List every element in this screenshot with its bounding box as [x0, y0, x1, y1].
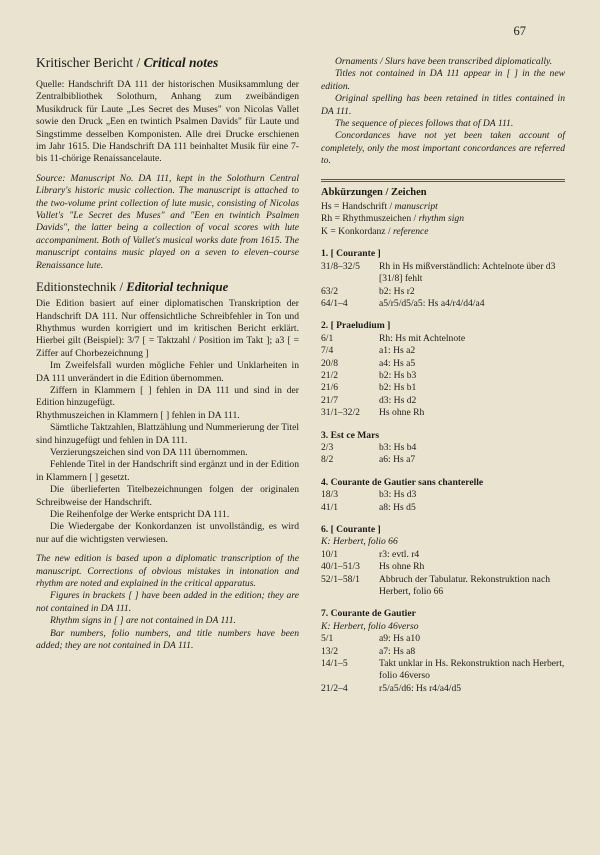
editorial-paragraph-en: Rhythm signs in [ ] are not contained in DA 111.: [50, 615, 236, 627]
note-location: 20/8: [321, 357, 339, 369]
notes-table: [321, 549, 565, 599]
section-title: 2. [ Praeludium ]: [321, 320, 391, 332]
note-text: b3: Hs d3: [379, 489, 417, 501]
note-text: b2: Hs b3: [379, 369, 417, 381]
note-text: a4: Hs a5: [379, 357, 416, 369]
notes-table: [321, 489, 565, 514]
editorial-paragraph: Fehlende Titel in der Handschrift sind ergänzt und in der Edition in Klammern [ ] gesetzt.: [36, 459, 299, 483]
editorial-paragraph-en: The new edition is based upon a diplomatic transcription of the manuscript. Corrections of obvious mistakes in intonation and rhythm are noted and explained in the critical apparatus.: [36, 553, 299, 590]
critical-notes-heading: Kritischer Bericht / Critical notes: [36, 55, 219, 70]
note-text: b3: Hs b4: [379, 441, 417, 453]
notes-section: [321, 524, 565, 598]
note-location: 41/1: [321, 501, 339, 513]
note-text: Hs ohne Rh: [379, 561, 425, 573]
table-row: [321, 261, 565, 286]
notes-section: [321, 248, 565, 310]
note-location: 10/1: [321, 548, 339, 560]
note-location: 13/2: [321, 645, 339, 657]
table-row: [321, 683, 565, 695]
note-text: a8: Hs d5: [379, 501, 416, 513]
section-title: 3. Est ce Mars: [321, 429, 380, 441]
note-text: Rh in Hs mißverständlich: Achtelnote über d3 [31/8] fehlt: [379, 260, 556, 285]
editorial-paragraph: Im Zweifelsfall wurden mögliche Fehler und Unklarheiten in DA 111 unverändert in die Edition übernommen.: [36, 360, 299, 384]
note-text: Takt unklar in Hs. Rekonstruktion nach Herbert, folio 46verso: [379, 658, 565, 682]
editorial-paragraph: Rhythmuszeichen in Klammern [ ] fehlen in DA 111.: [36, 409, 240, 421]
note-location: 8/2: [321, 454, 334, 466]
note-location: 31/1–32/2: [321, 407, 360, 419]
editorial-paragraph-en: Titles not contained in DA 111 appear in [ ] in the new edition.: [321, 68, 565, 92]
left-column: [36, 55, 299, 652]
page-number: 67: [513, 24, 526, 38]
section-concordance: K: Herbert, folio 66: [321, 536, 398, 548]
editorial-paragraph-en: Figures in brackets [ ] have been added in the edition; they are not contained in DA 111.: [36, 590, 299, 614]
note-text: a6: Hs a7: [379, 454, 416, 466]
section-title: 4. Courante de Gautier sans chanterelle: [321, 476, 484, 488]
section-title: 6. [ Courante ]: [321, 524, 381, 535]
table-row: [321, 407, 565, 419]
table-row: [321, 561, 565, 573]
table-row: [321, 286, 565, 298]
note-location: 63/2: [321, 285, 339, 297]
table-row: [321, 454, 565, 466]
note-location: 2/3: [321, 441, 334, 453]
table-row: [321, 298, 565, 310]
source-paragraph-de: Quelle: Handschrift DA 111 der historischen Musiksammlung der Zentralbibliothek Solothurn, Anhang zum zweibändigen Musikdruck für Laute „Les Secret des Muses" von Nicolas Vallet sowie den Druck „Een en twintich Psalmen Davids" für Laute und Singstimme desselben Komponisten. Alle drei Drucke erschienen im Jahr 1615. Die Handschrift DA 111 beinhaltet Musik für eine 7- bis 11-chörige Renaissancelaute.: [36, 79, 299, 165]
notes-sections: [321, 248, 565, 695]
note-location: 52/1–58/1: [321, 573, 360, 585]
note-text: Abbruch der Tabulatur. Rekonstruktion nach Herbert, folio 66: [379, 573, 551, 598]
editorial-paragraph: Verzierungszeichen sind von DA 111 übernommen.: [50, 446, 248, 458]
abbreviation-item: K = Konkordanz / reference: [321, 225, 429, 237]
editorial-paragraph: Ziffern in Klammern [ ] fehlen in DA 111 und sind in der Edition hinzugefügt.: [36, 384, 299, 409]
editorial-paragraph-en: The sequence of pieces follows that of DA 111.: [335, 118, 514, 130]
note-text: d3: Hs d2: [379, 394, 417, 406]
table-row: [321, 333, 565, 345]
table-row: [321, 345, 565, 357]
table-row: [321, 574, 565, 599]
table-row: [321, 633, 565, 645]
abbreviation-item: Hs = Handschrift / manuscript: [321, 201, 438, 213]
abbreviations-heading: Abkürzungen / Zeichen: [321, 186, 427, 198]
note-location: 64/1–4: [321, 297, 348, 309]
notes-section: [321, 477, 565, 514]
section-concordance: K: Herbert, folio 46verso: [321, 620, 419, 632]
editorial-paragraph: Die Wiedergabe der Konkordanzen ist unvollständig, es wird nur auf die wichtigsten verwiesen.: [36, 521, 299, 545]
note-location: 6/1: [321, 332, 334, 344]
table-row: [321, 489, 565, 501]
right-column: [321, 56, 565, 695]
table-row: [321, 358, 565, 370]
divider: [321, 181, 565, 182]
editorial-paragraph: Sämtliche Taktzahlen, Blattzählung und Nummerierung der Titel sind hinzugefügt und fehlen in DA 111.: [36, 422, 299, 446]
table-row: [321, 395, 565, 407]
table-row: [321, 382, 565, 394]
editorial-paragraph: Die Reihenfolge der Werke entspricht DA 111.: [50, 509, 230, 520]
notes-section: [321, 320, 565, 419]
table-row: [321, 502, 565, 514]
table-row: [321, 658, 565, 683]
note-location: 18/3: [321, 489, 339, 501]
editorial-paragraph-en: Bar numbers, folio numbers, and title numbers have been added; they are not contained in DA 111.: [36, 627, 299, 652]
abbreviation-item: Rh = Rhythmuszeichen / rhythm sign: [321, 213, 465, 225]
note-text: r5/a5/d6: Hs r4/a4/d5: [379, 682, 462, 694]
notes-table: [321, 261, 565, 311]
note-text: a5/r5/d5/a5: Hs a4/r4/d4/a4: [379, 297, 485, 309]
note-text: a7: Hs a8: [379, 645, 416, 657]
note-text: b2: Hs r2: [379, 285, 415, 297]
note-location: 21/7: [321, 394, 339, 406]
source-paragraph-en: Source: Manuscript No. DA 111, kept in the Solothurn Central Library's historic music collection. The manuscript is attached to the two-volume print collection of lute music, consisting of Nicolas Vallet's "Le Secret des Muses" and "Een en twintich Psalmen Davids", the latter being a collection of vocal scores with lute accompaniment. Both of Vallet's musical works date from 1615. The manuscript contains music played on a seven to eleven–course Renaissance lute.: [36, 172, 299, 271]
table-row: [321, 370, 565, 382]
note-location: 21/2–4: [321, 682, 348, 694]
notes-section: [321, 430, 565, 467]
note-location: 31/8–32/5: [321, 260, 360, 272]
notes-table: [321, 633, 565, 695]
editorial-technique-heading: Editionstechnik / Editorial technique: [36, 280, 229, 295]
table-row: [321, 646, 565, 658]
note-text: r3: evtl. r4: [379, 548, 420, 560]
notes-table: [321, 442, 565, 467]
section-title: 1. [ Courante ]: [321, 248, 381, 260]
editorial-paragraph-en: Concordances have not yet been taken account of completely, only the most important concordances are referred to.: [321, 130, 565, 167]
notes-table: [321, 333, 565, 420]
section-title: 7. Courante de Gautier: [321, 608, 416, 620]
note-location: 5/1: [321, 633, 334, 645]
note-text: Rh: Hs mit Achtelnote: [379, 332, 466, 344]
note-location: 7/4: [321, 345, 334, 357]
table-row: [321, 442, 565, 454]
note-location: 40/1–51/3: [321, 561, 360, 573]
note-location: 21/6: [321, 382, 339, 394]
note-text: a1: Hs a2: [379, 345, 416, 357]
divider: [321, 179, 565, 180]
note-text: b2: Hs b1: [379, 382, 417, 394]
note-text: Hs ohne Rh: [379, 407, 425, 419]
editorial-paragraph: Die Edition basiert auf einer diplomatischen Transkription der Handschrift DA 111. Nur offensichtliche Schreibfehler in Ton und Rhythmus wurden korrigiert und im kritischen Bericht erklärt. Hierbei gilt (Beispiel): 3/7 [ = Taktzahl / Position im Takt ]; a3 [ = Ziffer auf Chorbezeichnung ]: [36, 298, 299, 359]
note-location: 14/1–5: [321, 658, 348, 670]
editorial-paragraph: Die überlieferten Titelbezeichnungen folgen der originalen Schreibweise der Handschrift.: [36, 484, 299, 508]
note-text: a9: Hs a10: [379, 633, 421, 645]
notes-section: [321, 608, 565, 695]
note-location: 21/2: [321, 369, 339, 381]
editorial-paragraph-en: Ornaments / Slurs have been transcribed diplomatically.: [335, 56, 553, 67]
table-row: [321, 549, 565, 561]
editorial-paragraph-en: Original spelling has been retained in titles contained in DA 111.: [321, 93, 565, 117]
